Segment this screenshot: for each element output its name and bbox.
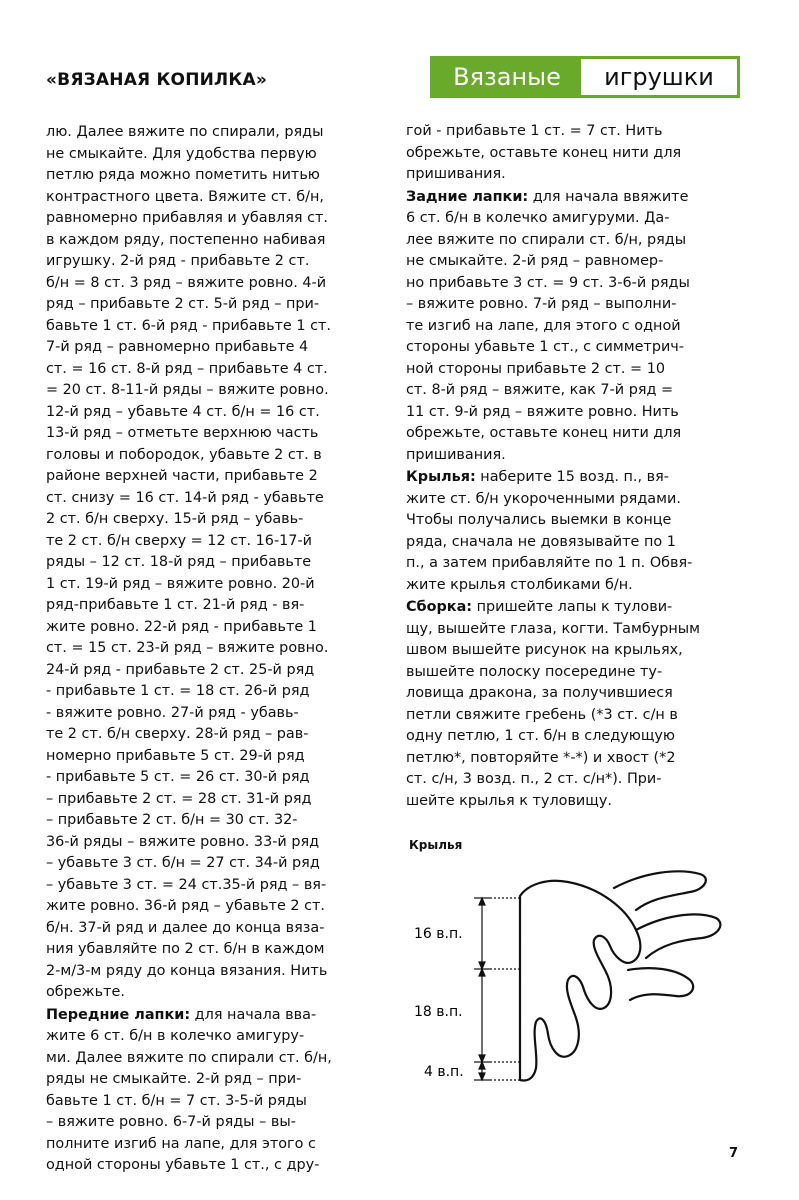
- diagram-label: Крылья: [409, 838, 463, 852]
- text-line: пришивания.: [406, 166, 506, 182]
- text-line: стороны убавьте 1 ст., с симметрич-: [406, 339, 684, 355]
- text-line: одну петлю, 1 ст. б/н в следующую: [406, 728, 676, 744]
- text-line: ряд – прибавьте 2 ст. 5-й ряд – при-: [46, 296, 320, 312]
- text-line: те 2 ст. б/н сверху = 12 ст. 16-17-й: [46, 532, 313, 549]
- text-line: - прибавьте 1 ст. = 18 ст. 26-й ряд: [46, 683, 310, 699]
- text-line: = 20 ст. 8-11-й ряды – вяжите ровно.: [46, 382, 329, 398]
- text-line: жите крылья столбиками б/н.: [406, 576, 633, 593]
- text-line: игрушку. 2-й ряд - прибавьте 2 ст.: [46, 253, 310, 269]
- text-line: ст. 8-й ряд – вяжите, как 7-й ряд =: [406, 382, 674, 398]
- wings-heading: Крылья:: [406, 469, 476, 485]
- section-badge: [430, 56, 740, 98]
- continuation-paragraph: [406, 121, 740, 186]
- text-line: пришивания.: [406, 446, 506, 463]
- text-line: те 2 ст. б/н сверху. 28-й ряд – рав-: [46, 726, 309, 742]
- text-line: те изгиб на лапе, для этого с одной: [406, 317, 681, 334]
- text-line: ловища дракона, за получившиеся: [406, 685, 673, 701]
- text-line: – прибавьте 2 ст. б/н = 30 ст. 32-: [46, 812, 298, 828]
- right-column: [406, 121, 740, 812]
- assembly-heading: Сборка:: [406, 599, 473, 615]
- text-line: 7-й ряд – равномерно прибавьте 4: [46, 339, 309, 355]
- text-line: петлю*, повторяйте *-*) и хвост (*2: [406, 749, 676, 766]
- text-line: б/н = 8 ст. 3 ряд – вяжите ровно. 4-й: [46, 274, 327, 291]
- text-line: головы и побородок, убавьте 2 ст. в: [46, 446, 322, 463]
- dimension-label-4: 4 в.п.: [424, 1064, 464, 1080]
- text-line: п., а затем прибавляйте по 1 п. Обвя-: [406, 555, 693, 571]
- text-line: 13-й ряд – отметьте верхнюю часть: [46, 425, 319, 441]
- text-line: ст. = 16 ст. 8-й ряд – прибавьте 4 ст.: [46, 360, 328, 377]
- hind-paws-heading: Задние лапки:: [406, 188, 529, 205]
- text-line: – вяжите ровно. 6-7-й ряды – вы-: [46, 1114, 296, 1130]
- text-line: ст. снизу = 16 ст. 14-й ряд - убавьте: [46, 489, 324, 506]
- section-badge-left: Вязаные: [453, 63, 561, 91]
- text-line: жите ровно. 22-й ряд - прибавьте 1: [46, 618, 317, 635]
- text-line: лю. Далее вяжите по спирали, ряды: [46, 124, 324, 140]
- text-line: бавьте 1 ст. 6-й ряд - прибавьте 1 ст.: [46, 317, 331, 334]
- text-line: в каждом ряду, постепенно набивая: [46, 231, 326, 248]
- page-number: 7: [729, 1146, 739, 1161]
- text-line: 6 ст. б/н в колечко амигуруми. Да-: [406, 210, 670, 226]
- header-title: «ВЯЗАНАЯ КОПИЛКА»: [46, 70, 268, 90]
- text-line: – прибавьте 2 ст. = 28 ст. 31-й ряд: [46, 790, 312, 807]
- wing-membrane-line: [628, 968, 693, 1000]
- text-line: обрежьте, оставьте конец нити для: [406, 144, 682, 161]
- text-line: ряды – 12 ст. 18-й ряд – прибавьте: [46, 554, 312, 570]
- text-line: полните изгиб на лапе, для этого с: [46, 1135, 316, 1152]
- text-line: шейте крылья к туловищу.: [406, 792, 612, 809]
- text-line: номерно прибавьте 5 ст. 29-й ряд: [46, 747, 305, 764]
- text-line: – вяжите ровно. 7-й ряд – выполни-: [406, 296, 677, 312]
- front-paws-paragraph: [46, 1005, 368, 1177]
- hind-paws-paragraph: [406, 187, 740, 467]
- text-line: вышейте полоску посередине ту-: [406, 663, 663, 680]
- wing-membrane-line: [614, 871, 706, 910]
- text-line: ст. с/н, 3 возд. п., 2 ст. с/н*). При-: [406, 771, 662, 787]
- text-fragment: пришейте лапы к тулови-: [472, 599, 673, 615]
- text-line: петли свяжите гребень (*3 ст. с/н в: [406, 706, 678, 723]
- text-line: жите ст. б/н укороченными рядами.: [406, 490, 681, 507]
- text-line: 11 ст. 9-й ряд – вяжите ровно. Нить: [406, 403, 679, 420]
- text-line: обрежьте, оставьте конец нити для: [406, 425, 682, 441]
- text-line: ряд-прибавьте 1 ст. 21-й ряд - вя-: [46, 597, 305, 613]
- text-line: лее вяжите по спирали ст. б/н, ряды: [406, 231, 687, 248]
- text-line: ми. Далее вяжите по спирали ст. б/н,: [46, 1049, 332, 1066]
- wings-paragraph: [406, 467, 740, 596]
- text-line: 2-м/3-м ряду до конца вязания. Нить: [46, 962, 328, 979]
- text-line: ряды не смыкайте. 2-й ряд – при-: [46, 1071, 302, 1087]
- text-line: но прибавьте 3 ст. = 9 ст. 3-6-й ряды: [406, 274, 690, 291]
- text-line: - прибавьте 5 ст. = 26 ст. 30-й ряд: [46, 769, 310, 785]
- text-line: бавьте 1 ст. б/н = 7 ст. 3-5-й ряды: [46, 1092, 307, 1109]
- text-fragment: для начала вва-: [190, 1006, 317, 1023]
- dimension-axis: [474, 898, 520, 1080]
- wing-membrane-line: [636, 914, 720, 958]
- text-line: – убавьте 3 ст. = 24 ст.35-й ряд – вя-: [46, 876, 327, 893]
- text-line: 24-й ряд - прибавьте 2 ст. 25-й ряд: [46, 661, 315, 678]
- front-paws-heading: Передние лапки:: [46, 1006, 191, 1023]
- text-line: 12-й ряд – убавьте 4 ст. б/н = 16 ст.: [46, 403, 320, 420]
- section-badge-right: игрушки: [581, 59, 737, 95]
- text-line: обрежьте.: [46, 984, 125, 1000]
- wing-diagram: [400, 858, 740, 1098]
- text-line: [46, 1005, 368, 1027]
- text-line: [406, 597, 740, 619]
- text-line: швом вышейте рисунок на крыльях,: [406, 642, 683, 658]
- text-line: б/н. 37-й ряд и далее до конца вяза-: [46, 919, 325, 936]
- left-column: [46, 122, 368, 1177]
- text-line: 2 ст. б/н сверху. 15-й ряд – убавь-: [46, 511, 304, 527]
- text-line: ряда, сначала не довязывайте по 1: [406, 533, 676, 550]
- text-line: гой - прибавьте 1 ст. = 7 ст. Нить: [406, 123, 663, 139]
- text-line: районе верхней части, прибавьте 2: [46, 468, 318, 484]
- body-paragraph: [46, 122, 368, 1004]
- text-line: равномерно прибавляя и убавляя ст.: [46, 210, 329, 226]
- text-line: петлю ряда можно пометить нитью: [46, 167, 320, 183]
- text-fragment: для начала ввяжите: [528, 188, 689, 205]
- text-line: одной стороны убавьте 1 ст., с дру-: [46, 1157, 320, 1173]
- text-line: Чтобы получались выемки в конце: [406, 512, 672, 528]
- text-line: ния убавляйте по 2 ст. б/н в каждом: [46, 941, 325, 957]
- text-line: не смыкайте. Для удобства первую: [46, 145, 317, 162]
- text-line: не смыкайте. 2-й ряд – равномер-: [406, 253, 664, 269]
- text-line: 36-й ряды – вяжите ровно. 33-й ряд: [46, 833, 320, 850]
- dimension-label-16: 16 в.п.: [414, 926, 463, 942]
- text-fragment: наберите 15 возд. п., вя-: [475, 469, 669, 485]
- text-line: - вяжите ровно. 27-й ряд - убавь-: [46, 704, 299, 721]
- assembly-paragraph: [406, 597, 740, 812]
- text-line: ст. = 15 ст. 23-й ряд – вяжите ровно.: [46, 640, 329, 656]
- text-line: щу, вышейте глаза, когти. Тамбурным: [406, 620, 701, 637]
- dimension-label-18: 18 в.п.: [414, 1004, 463, 1020]
- text-line: жите ровно. 36-й ряд – убавьте 2 ст.: [46, 898, 326, 914]
- text-line: [406, 467, 740, 489]
- text-line: ной стороны прибавьте 2 ст. = 10: [406, 360, 666, 377]
- text-line: [406, 187, 740, 209]
- text-line: жите 6 ст. б/н в колечко амигуру-: [46, 1028, 305, 1044]
- text-line: 1 ст. 19-й ряд – вяжите ровно. 20-й: [46, 575, 315, 592]
- wing-outline: [520, 881, 640, 1081]
- text-line: контрастного цвета. Вяжите ст. б/н,: [46, 188, 324, 205]
- text-line: – убавьте 3 ст. б/н = 27 ст. 34-й ряд: [46, 855, 320, 871]
